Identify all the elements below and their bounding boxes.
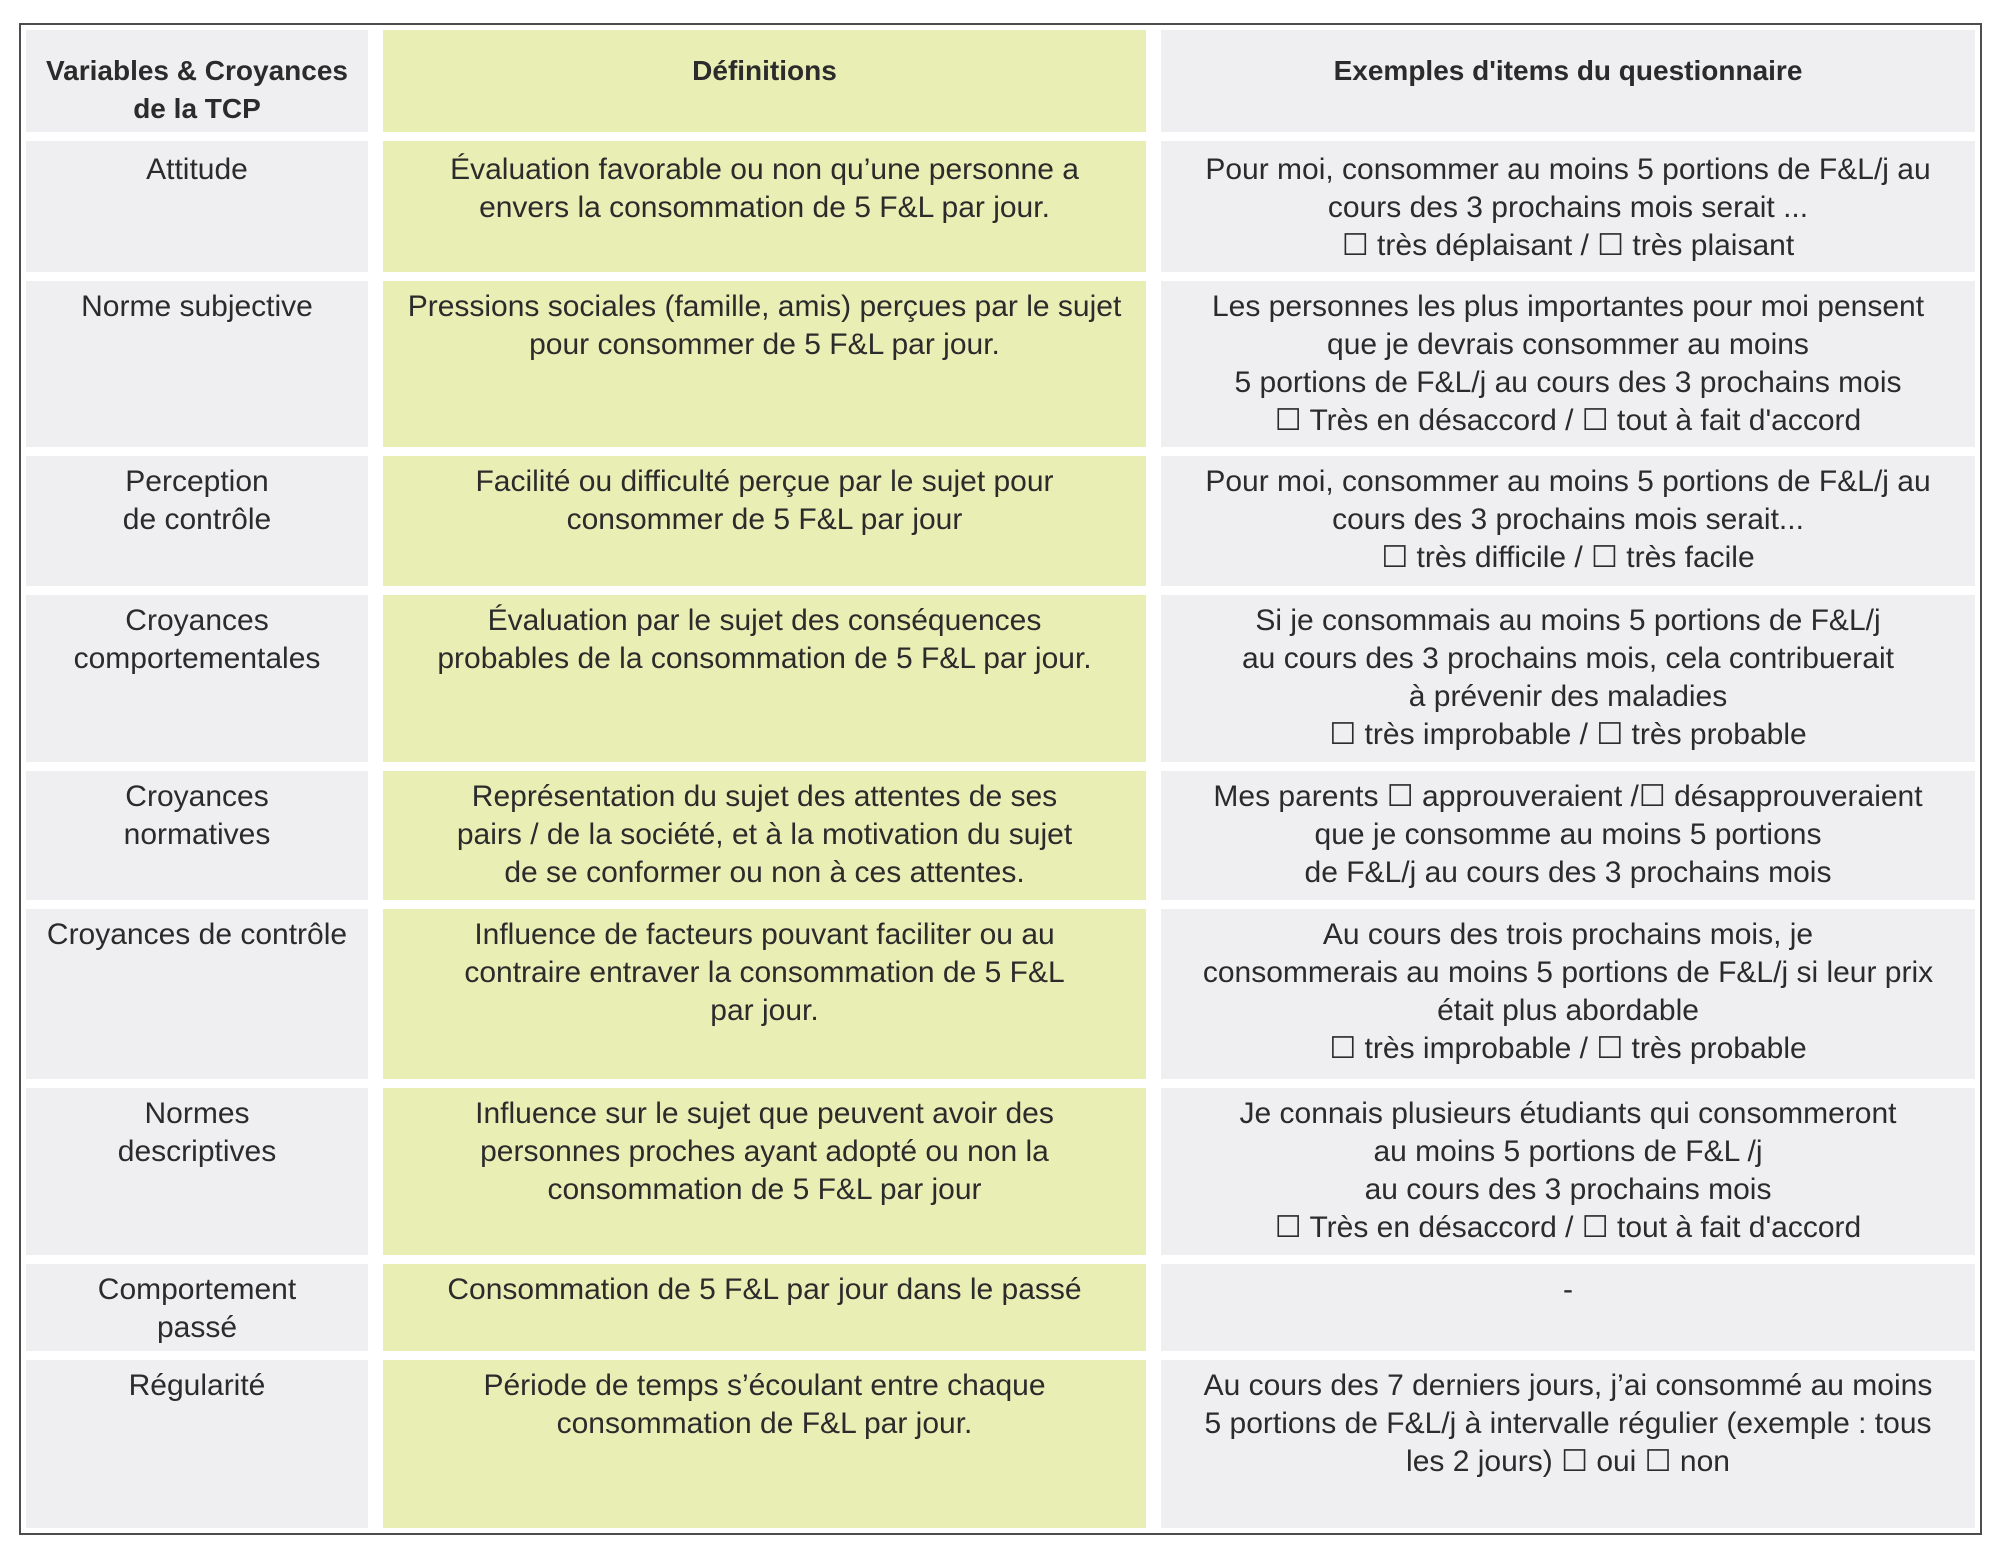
table-row-normes-descriptives xyxy=(26,1088,1975,1255)
table-row-norme-subjective xyxy=(26,281,1975,447)
definition-cell: Influence de facteurs pouvant faciliter ou au contraire entraver la consommation de 5 F&L par jour. xyxy=(383,909,1146,1079)
example-cell: Je connais plusieurs étudiants qui consommeront au moins 5 portions de F&L /j au cours des 3 prochains mois ☐ Très en désaccord / ☐ tout à fait d'accord xyxy=(1161,1088,1975,1255)
definition-cell: Évaluation par le sujet des conséquences probables de la consommation de 5 F&L par jour. xyxy=(383,595,1146,762)
table-row-comportement-passe xyxy=(26,1264,1975,1351)
example-cell: Si je consommais au moins 5 portions de F&L/j au cours des 3 prochains mois, cela contribuerait à prévenir des maladies ☐ très improbable / ☐ très probable xyxy=(1161,595,1975,762)
variable-cell: Norme subjective xyxy=(26,281,368,447)
definition-cell: Évaluation favorable ou non qu’une personne a envers la consommation de 5 F&L par jour. xyxy=(383,141,1146,272)
table-row-attitude xyxy=(26,141,1975,272)
example-cell: Au cours des trois prochains mois, je consommerais au moins 5 portions de F&L/j si leur prix était plus abordable ☐ très improbable / ☐ très probable xyxy=(1161,909,1975,1079)
example-cell: Pour moi, consommer au moins 5 portions de F&L/j au cours des 3 prochains mois serait ... ☐ très déplaisant / ☐ très plaisant xyxy=(1161,141,1975,272)
definition-cell: Pressions sociales (famille, amis) perçues par le sujet pour consommer de 5 F&L par jour. xyxy=(383,281,1146,447)
variable-cell: Croyances de contrôle xyxy=(26,909,368,1079)
header-variables: Variables & Croyances de la TCP xyxy=(26,30,368,132)
definition-cell: Période de temps s’écoulant entre chaque consommation de F&L par jour. xyxy=(383,1360,1146,1528)
header-definitions: Définitions xyxy=(383,30,1146,132)
table-row-perception-controle xyxy=(26,456,1975,586)
definition-cell: Facilité ou difficulté perçue par le sujet pour consommer de 5 F&L par jour xyxy=(383,456,1146,586)
example-cell: Mes parents ☐ approuveraient /☐ désapprouveraient que je consomme au moins 5 portions de F&L/j au cours des 3 prochains mois xyxy=(1161,771,1975,900)
example-cell: Au cours des 7 derniers jours, j’ai consommé au moins 5 portions de F&L/j à intervalle régulier (exemple : tous les 2 jours) ☐ oui ☐ non xyxy=(1161,1360,1975,1528)
table-row-croyances-comportementales xyxy=(26,595,1975,762)
definition-cell: Consommation de 5 F&L par jour dans le passé xyxy=(383,1264,1146,1351)
table-header-row xyxy=(26,30,1975,132)
variable-cell: Régularité xyxy=(26,1360,368,1528)
example-cell: - xyxy=(1161,1264,1975,1351)
table-frame xyxy=(19,23,1982,1535)
header-examples: Exemples d'items du questionnaire xyxy=(1161,30,1975,132)
variable-cell: Perception de contrôle xyxy=(26,456,368,586)
definition-cell: Représentation du sujet des attentes de ses pairs / de la société, et à la motivation du sujet de se conformer ou non à ces attentes. xyxy=(383,771,1146,900)
variable-cell: Croyances normatives xyxy=(26,771,368,900)
variable-cell: Attitude xyxy=(26,141,368,272)
table-row-croyances-controle xyxy=(26,909,1975,1079)
example-cell: Les personnes les plus importantes pour moi pensent que je devrais consommer au moins 5 portions de F&L/j au cours des 3 prochains mois ☐ Très en désaccord / ☐ tout à fait d'accord xyxy=(1161,281,1975,447)
variable-cell: Comportement passé xyxy=(26,1264,368,1351)
example-cell: Pour moi, consommer au moins 5 portions de F&L/j au cours des 3 prochains mois serait... ☐ très difficile / ☐ très facile xyxy=(1161,456,1975,586)
variable-cell: Normes descriptives xyxy=(26,1088,368,1255)
table-row-croyances-normatives xyxy=(26,771,1975,900)
definition-cell: Influence sur le sujet que peuvent avoir des personnes proches ayant adopté ou non la consommation de 5 F&L par jour xyxy=(383,1088,1146,1255)
variable-cell: Croyances comportementales xyxy=(26,595,368,762)
table-row-regularite xyxy=(26,1360,1975,1528)
